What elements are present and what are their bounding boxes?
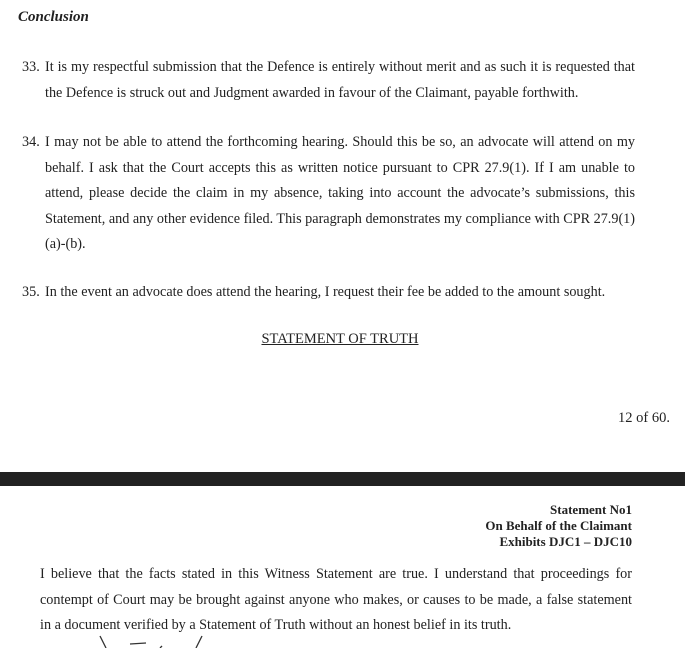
- header-line: Exhibits DJC1 – DJC10: [499, 534, 632, 549]
- paragraph-34: [22, 130, 635, 258]
- paragraph-text: It is my respectful submission that the Defence is entirely without merit and as such it is requested that the Defence is struck out and Judgment awarded in favour of the Claimant, payable forthwith.: [45, 59, 635, 101]
- truth-statement-text: I believe that the facts stated in this Witness Statement are true. I understand that proceedings for contempt of Court may be brought against anyone who makes, or causes to be made, a false statement in a document verified by a Statement of Truth without an honest belief in its truth.: [40, 566, 632, 633]
- section-heading: Conclusion: [18, 9, 89, 25]
- paragraph-35: [22, 280, 635, 306]
- page-number: 12 of 60.: [618, 410, 670, 426]
- statement-of-truth-heading: STATEMENT OF TRUTH: [261, 331, 419, 347]
- header-line: On Behalf of the Claimant: [485, 518, 632, 533]
- header-line: Statement No1: [550, 502, 632, 517]
- paragraph-number: 34.: [22, 134, 40, 150]
- paragraph-number: 35.: [22, 284, 40, 300]
- paragraph-33: [22, 55, 635, 106]
- paragraph-text: I may not be able to attend the forthcoming hearing. Should this be so, an advocate will attend on my behalf. I ask that the Court accepts this as written notice pursuant to CPR 27.9(1). If I am unable to attend, please decide the claim in my absence, taking into account the advocate’s submissions, this Statement, and any other evidence filed. This paragraph demonstrates my compliance with CPR 27.9(1)(a)-(b).: [45, 134, 635, 252]
- page-divider: [0, 472, 685, 486]
- signature-icon: [90, 634, 230, 648]
- page-header: [485, 502, 632, 550]
- paragraph-number: 33.: [22, 59, 40, 75]
- paragraph-text: In the event an advocate does attend the hearing, I request their fee be added to the amount sought.: [45, 284, 606, 300]
